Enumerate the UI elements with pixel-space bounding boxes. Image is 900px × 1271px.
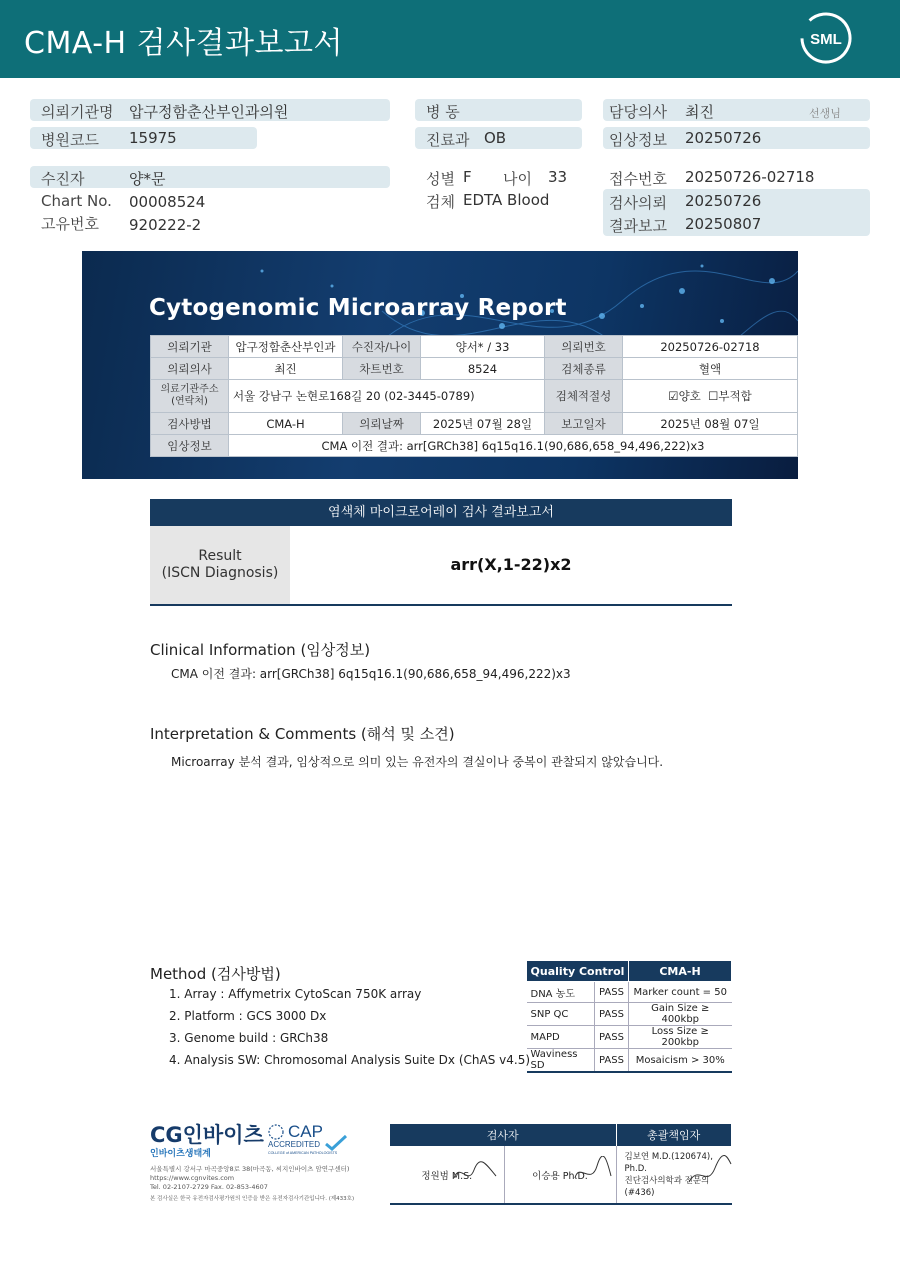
banner-cell: 의뢰기관 — [151, 336, 229, 358]
banner-row — [151, 435, 798, 457]
signature-table — [390, 1124, 732, 1205]
signature-icon — [571, 1156, 615, 1188]
specimen-value: EDTA Blood — [463, 191, 550, 209]
banner-cell: CMA-H — [229, 413, 343, 435]
suitability-bad: 부적합 — [718, 389, 752, 403]
qc-cell: MAPD — [527, 1026, 595, 1049]
report-label: 결과보고 — [609, 217, 667, 235]
banner-cell: 보고일자 — [545, 413, 623, 435]
patient-label: 수진자 — [41, 170, 85, 188]
qc-cell: Mosaicism > 30% — [629, 1049, 732, 1073]
banner-info-table — [150, 335, 798, 457]
report-banner — [82, 251, 798, 479]
director — [616, 1146, 732, 1204]
banner-cell: 8524 — [421, 358, 545, 380]
uid-value: 920222-2 — [129, 216, 202, 234]
banner-title: Cytogenomic Microarray Report — [149, 295, 567, 321]
result-label-line1: Result — [198, 548, 242, 564]
qc-header: Quality Control — [527, 961, 629, 982]
unchecked-box-icon: ☐ — [708, 389, 719, 403]
footer-tel: Tel. 02-2107-2729 Fax. 02-853-4607 — [150, 1183, 268, 1191]
uid-label: 고유번호 — [41, 215, 99, 233]
qc-row — [527, 1003, 732, 1026]
banner-cell: 혈액 — [623, 358, 798, 380]
banner-row — [151, 380, 798, 413]
qc-cell: Waviness SD — [527, 1049, 595, 1073]
svg-text:COLLEGE of AMERICAN PATHOLOGIS: COLLEGE of AMERICAN PATHOLOGISTS — [268, 1151, 338, 1155]
qc-header: CMA-H — [629, 961, 732, 982]
qc-cell: Loss Size ≥ 200kbp — [629, 1026, 732, 1049]
qc-cell: PASS — [595, 1003, 629, 1026]
checked-box-icon: ☑ — [668, 389, 679, 403]
clinical-info-title: Clinical Information (임상정보) — [150, 641, 371, 659]
banner-cell: 차트번호 — [343, 358, 421, 380]
banner-cell: 검체종류 — [545, 358, 623, 380]
hospcode-label: 병원코드 — [41, 131, 99, 149]
banner-row — [151, 413, 798, 435]
qc-row — [527, 1049, 732, 1073]
svg-text:ACCREDITED: ACCREDITED — [268, 1140, 321, 1149]
age-label: 나이 — [503, 170, 532, 188]
suitability-label: 검체적절성 — [545, 380, 623, 413]
hospital-value: 압구정함춘산부인과의원 — [129, 103, 289, 121]
banner-cell: 2025년 08월 07일 — [623, 413, 798, 435]
header-bar — [0, 0, 900, 78]
dept-value: OB — [484, 129, 507, 147]
chart-label: Chart No. — [41, 192, 112, 210]
svg-text:CAP: CAP — [288, 1122, 323, 1141]
director-title: 진단검사의학과 전문의(#436) — [624, 1175, 710, 1198]
chart-value: 00008524 — [129, 193, 206, 211]
banner-cell: 의뢰의사 — [151, 358, 229, 380]
svg-text:SML: SML — [810, 31, 842, 48]
result-label — [150, 526, 290, 604]
qc-row — [527, 1026, 732, 1049]
qc-cell: Gain Size ≥ 400kbp — [629, 1003, 732, 1026]
clinical-label: 임상정보 — [609, 131, 667, 149]
banner-cell: 20250726-02718 — [623, 336, 798, 358]
ward-label: 병 동 — [426, 103, 460, 121]
tester-header: 검사자 — [390, 1124, 616, 1146]
patient-value: 양*문 — [129, 170, 166, 188]
banner-cell: 의뢰번호 — [545, 336, 623, 358]
qc-cell: SNP QC — [527, 1003, 595, 1026]
doctor-label: 담당의사 — [609, 103, 667, 121]
method-item: 1. Array : Affymetrix CytoScan 750K array — [169, 987, 422, 1001]
method-item: 4. Analysis SW: Chromosomal Analysis Suite Dx (ChAS v4.5) — [169, 1053, 531, 1067]
age-value: 33 — [548, 168, 568, 186]
qc-cell: DNA 농도 — [527, 982, 595, 1003]
tester-2 — [504, 1146, 616, 1204]
banner-cell: 의뢰날짜 — [343, 413, 421, 435]
receipt-label: 접수번호 — [609, 170, 667, 188]
suitability-options — [623, 380, 798, 413]
company-logo: CG인바이츠 — [150, 1123, 264, 1147]
banner-cell: 2025년 07월 28일 — [421, 413, 545, 435]
banner-cell: 최진 — [229, 358, 343, 380]
interpretation-text: Microarray 분석 결과, 임상적으로 의미 있는 유전자의 결실이나 중복이 관찰되지 않았습니다. — [171, 755, 664, 769]
director-name: 김보연 M.D.(120674), Ph.D. — [624, 1151, 713, 1174]
banner-cell: 양서* / 33 — [421, 336, 545, 358]
tester-1-name: 정원범 M.S. — [421, 1170, 473, 1182]
banner-cell: 검사방법 — [151, 413, 229, 435]
doctor-value: 최진 — [685, 103, 714, 121]
specimen-label: 검체 — [426, 193, 455, 211]
banner-row — [151, 336, 798, 358]
hospcode-value: 15975 — [129, 129, 177, 147]
signature-icon — [687, 1154, 733, 1190]
doctor-suffix: 선생님 — [809, 107, 841, 120]
banner-row — [151, 358, 798, 380]
page-title: CMA-H 검사결과보고서 — [24, 26, 343, 61]
qc-cell: PASS — [595, 1026, 629, 1049]
result-box — [150, 526, 732, 606]
addr-label: 의료기관주소 (연락처) — [151, 380, 229, 413]
request-value: 20250726 — [685, 192, 762, 210]
cap-accredited-logo — [266, 1120, 358, 1156]
sml-logo — [800, 12, 852, 64]
clinical-value: 20250726 — [685, 129, 762, 147]
signature-icon — [450, 1158, 500, 1188]
qc-cell: Marker count = 50 — [629, 982, 732, 1003]
footer-notice: 본 검사실은 한국 유전자검사평가원의 인증을 받은 유전자검사기관입니다. (제433호) — [150, 1196, 355, 1202]
sex-value: F — [463, 168, 472, 186]
result-value: arr(X,1-22)x2 — [450, 555, 572, 574]
tester-1 — [390, 1146, 504, 1204]
sign-header-row — [390, 1124, 732, 1146]
request-label: 검사의뢰 — [609, 194, 667, 212]
result-label-line2: (ISCN Diagnosis) — [161, 565, 279, 581]
quality-control-table — [526, 960, 732, 1073]
report-header: 염색체 마이크로어레이 검사 결과보고서 — [150, 499, 732, 526]
company-sub: 인바이츠생태계 — [150, 1149, 211, 1159]
qc-header-row — [527, 961, 732, 982]
qc-cell: PASS — [595, 982, 629, 1003]
suitability-good: 양호 — [678, 389, 701, 403]
tester-2-name: 이승용 Ph.D. — [532, 1170, 588, 1182]
sign-row — [390, 1146, 732, 1204]
footer-address: 서울특별시 강서구 마곡중앙8로 38(마곡동, 씨지인바이츠 암연구센터) — [150, 1165, 350, 1173]
banner-clin-label: 임상정보 — [151, 435, 229, 457]
report-value: 20250807 — [685, 215, 762, 233]
receipt-value: 20250726-02718 — [685, 168, 815, 186]
dept-label: 진료과 — [426, 131, 470, 149]
hospital-label: 의뢰기관명 — [41, 103, 114, 121]
banner-clin-value: CMA 이전 결과: arr[GRCh38] 6q15q16.1(90,686,658_94,496,222)x3 — [229, 435, 798, 457]
method-item: 3. Genome build : GRCh38 — [169, 1031, 329, 1045]
director-header: 총괄책임자 — [616, 1124, 732, 1146]
footer-web: https://www.cgnvites.com — [150, 1174, 235, 1182]
clinical-info-text: CMA 이전 결과: arr[GRCh38] 6q15q16.1(90,686,658_94,496,222)x3 — [171, 667, 571, 681]
interpretation-title: Interpretation & Comments (해석 및 소견) — [150, 725, 455, 743]
addr-value: 서울 강남구 논현로168길 20 (02-3445-0789) — [229, 380, 545, 413]
sex-label: 성별 — [426, 170, 455, 188]
banner-cell: 수진자/나이 — [343, 336, 421, 358]
qc-row — [527, 982, 732, 1003]
qc-cell: PASS — [595, 1049, 629, 1073]
method-title: Method (검사방법) — [150, 965, 281, 983]
method-item: 2. Platform : GCS 3000 Dx — [169, 1009, 327, 1023]
banner-cell: 압구정함춘산부인과 — [229, 336, 343, 358]
